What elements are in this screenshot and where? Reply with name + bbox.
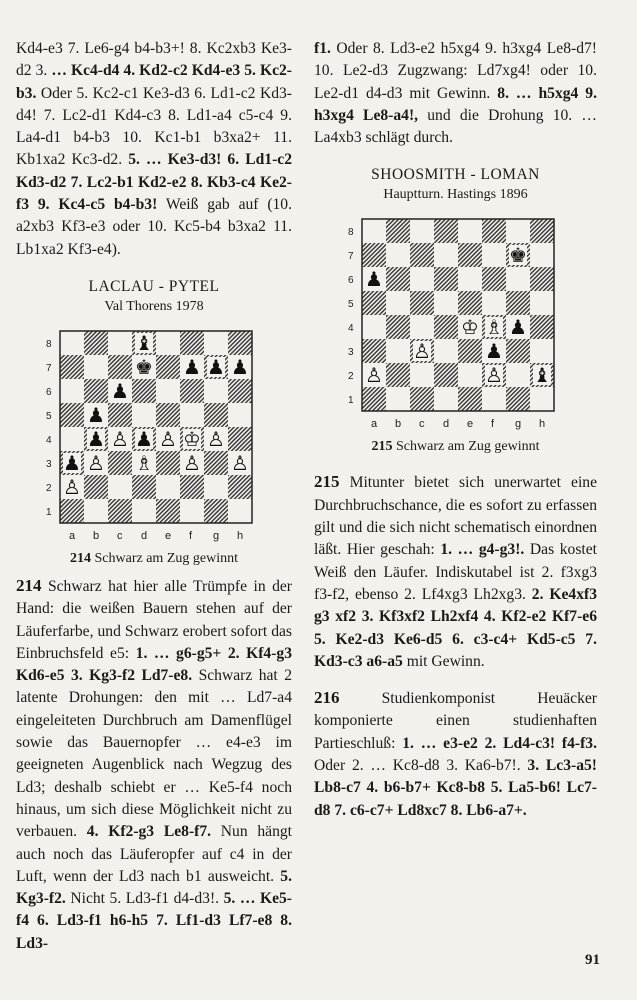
board-square: [60, 427, 84, 451]
black-pawn-piece: ♟: [135, 426, 153, 451]
board-square: [386, 267, 410, 291]
move-notation: 5. … Ke3-d3! 6. Ld1-c2 Kd3-d2 7. Lc2-b1 Kd2-e2 8. Kb3-c4 Ke2-f3 9. Kc4-c5 b4-b3!: [16, 151, 292, 214]
file-label: h: [237, 529, 244, 542]
board-square: [530, 219, 554, 243]
rank-label: 7: [46, 362, 52, 374]
board-square: [458, 387, 482, 411]
diagram-214-block: [16, 277, 292, 569]
white-pawn-piece: ♙: [412, 339, 431, 364]
board-square: [362, 291, 386, 315]
black-pawn-piece: ♟: [207, 354, 225, 379]
paragraph-text: [16, 575, 293, 952]
diagram-title: SHOOSMITH - LOMAN: [371, 166, 540, 184]
file-label: e: [165, 529, 172, 542]
move-notation: 1. … g4-g3!.: [440, 541, 525, 559]
diagram-caption: [16, 549, 292, 569]
page-number: 91: [585, 952, 600, 968]
paragraph-number: 216: [314, 688, 340, 708]
white-king-piece: ♔: [460, 315, 479, 340]
board-square: [410, 243, 434, 267]
caption-text: Schwarz am Zug gewinnt: [94, 550, 238, 566]
board-square: [482, 219, 506, 243]
file-label: b: [394, 418, 401, 431]
white-bishop-piece: ♗: [135, 450, 153, 475]
move-notation: 5. … Ke5-f4 6. Ld3-f1 h6-h5 7. Lf1-d3 Lf7-e8 8. Ld3-: [16, 890, 292, 952]
board-square: [410, 387, 434, 411]
board-square: [204, 379, 228, 403]
board-square: [156, 379, 180, 403]
black-pawn-piece: ♟: [231, 354, 249, 379]
white-pawn-piece: ♙: [63, 474, 81, 499]
board-square: [530, 267, 554, 291]
board-square: [156, 451, 180, 475]
diagram-215-block: [314, 165, 597, 457]
file-label: a: [370, 418, 377, 431]
move-notation: 8. … h5xg4 9. h3xg4 Le8-a4!,: [314, 84, 597, 124]
board-square: [228, 403, 252, 427]
board-square: [530, 243, 554, 267]
board-square: [410, 363, 434, 387]
board-square: [482, 291, 506, 315]
file-label: e: [466, 418, 473, 431]
board-square: [410, 267, 434, 291]
white-pawn-piece: ♙: [364, 363, 383, 388]
black-pawn-piece: ♟: [87, 402, 105, 427]
diagram-caption: [314, 437, 597, 457]
file-label: f: [490, 418, 494, 431]
text-run: Studienkomponist Heuäcker komponierte einen studienhaften Partieschluß:: [314, 690, 597, 752]
file-label: g: [514, 418, 521, 431]
move-notation: 4. Kf2-g3 Le8-f7.: [86, 823, 212, 841]
board-square: [506, 267, 530, 291]
board-square: [506, 339, 530, 363]
rank-label: 8: [46, 338, 52, 350]
board-square: [362, 315, 386, 339]
board-square: [228, 475, 252, 499]
paragraph-215: [314, 471, 597, 673]
board-square: [204, 451, 228, 475]
chess-board-215: [336, 213, 576, 433]
board-square: [60, 355, 84, 379]
move-notation: 2. Ke4xf3 g3 xf2 3. Kf3xf2 Lh2xf4 4. Kf2-e2 Kf7-e6 5. Ke2-d3 Ke6-d5 6. c3-c4+ Kd5-c5 7. Kd3-c3 a6-a5: [314, 585, 598, 670]
text-run: Schwarz hat hier alle Trümpfe in der Hand: die weißen Bauern stehen auf der Läuferfarbe, und Schwarz erobert sofort das Einbruchsfeld e5:: [16, 577, 292, 662]
text-run: Nicht 5. Ld3-f1 d4-d3!.: [65, 890, 224, 908]
right-column: [314, 38, 597, 822]
board-square: [156, 355, 180, 379]
chess-board-svg: [34, 325, 274, 545]
board-square: [180, 499, 204, 523]
text-run: mit Gewinn.: [402, 652, 485, 670]
board-square: [386, 219, 410, 243]
white-pawn-piece: ♙: [183, 450, 201, 475]
diagram-subtitle: Hauptturn. Hastings 1896: [383, 187, 528, 203]
board-square: [410, 219, 434, 243]
board-square: [228, 427, 252, 451]
board-square: [434, 219, 458, 243]
caption-text: Schwarz am Zug gewinnt: [396, 439, 540, 455]
file-label: c: [418, 418, 424, 431]
board-square: [458, 267, 482, 291]
board-square: [228, 379, 252, 403]
file-label: c: [117, 529, 123, 542]
board-square: [60, 499, 84, 523]
board-square: [362, 219, 386, 243]
rank-label: 6: [347, 275, 354, 287]
board-square: [386, 243, 410, 267]
board-square: [84, 379, 108, 403]
board-square: [362, 339, 386, 363]
board-square: [132, 475, 156, 499]
caption-number: 214: [70, 550, 92, 566]
move-notation: f1.: [314, 40, 331, 57]
text-run: Mitunter bietet sich unerwartet eine Durchbruchschance, die es sofort zu erfassen gilt und die sich nicht schematisch einordnen läßt. Hier geschah:: [314, 474, 597, 559]
board-square: [60, 403, 84, 427]
board-square: [204, 499, 228, 523]
chess-board-214: [34, 325, 274, 545]
board-square: [180, 403, 204, 427]
rank-label: 3: [46, 458, 52, 470]
board-square: [132, 403, 156, 427]
file-label: a: [69, 529, 76, 542]
file-label: h: [538, 418, 545, 431]
black-pawn-piece: ♟: [484, 339, 503, 364]
board-square: [156, 331, 180, 355]
move-notation: 5. Kg3-f2.: [16, 867, 292, 908]
text-run: Schwarz hat 2 latente Drohungen: den mit … Ld7-a4 eingeleiteten Durchbruch am Damenflügel sowie das Bauernopfer … e4-e3 im geeigneten Augenblick nach Wegzug des Ld3; deshalb schiebt er … Ke5-f4 noch hinaus, um sich diese Möglichkeit nicht zu verbauen.: [16, 667, 292, 841]
board-square: [434, 387, 458, 411]
board-square: [108, 403, 132, 427]
paragraph-216: [314, 687, 597, 822]
board-square: [204, 403, 228, 427]
board-square: [506, 219, 530, 243]
board-square: [458, 339, 482, 363]
white-pawn-piece: ♙: [207, 426, 225, 451]
move-notation: 1. … e3-e2 2. Ld4-c3! f4-f3.: [402, 734, 597, 752]
rank-label: 4: [347, 323, 354, 335]
board-square: [434, 243, 458, 267]
rank-label: 2: [46, 482, 52, 494]
board-square: [410, 291, 434, 315]
black-pawn-piece: ♟: [111, 378, 129, 403]
rank-label: 5: [347, 299, 354, 311]
text-run: und die Drohung 10. … La4xb3 schlägt durch.: [314, 106, 597, 147]
board-square: [530, 291, 554, 315]
text-run: Nun hängt auch noch das Läuferopfer auf c4 in der Luft, wenn der Ld3 nach b1 ausweicht.: [16, 823, 292, 885]
black-pawn-piece: ♟: [183, 354, 201, 379]
board-square: [482, 387, 506, 411]
board-square: [132, 379, 156, 403]
board-square: [386, 339, 410, 363]
board-square: [204, 475, 228, 499]
chess-board-svg: [336, 213, 576, 433]
board-square: [132, 499, 156, 523]
board-square: [362, 387, 386, 411]
board-square: [108, 331, 132, 355]
intro-paragraph: [16, 38, 292, 261]
paragraph-text: [314, 690, 597, 818]
black-pawn-piece: ♟: [508, 315, 527, 340]
continuation-paragraph: [314, 38, 597, 149]
paragraph-number: 215: [314, 472, 340, 492]
paragraph-text: [314, 474, 597, 669]
text-run: Weiß gab auf (10. a2xb3 Kf3-e3 oder 10. Kc5-b4 b3xa2 11. Lb1xa2 Kf3-e4).: [16, 196, 292, 258]
paragraph-214: [16, 575, 292, 955]
board-square: [434, 291, 458, 315]
board-square: [156, 403, 180, 427]
board-square: [386, 315, 410, 339]
left-column: [16, 38, 292, 955]
rank-label: 1: [46, 506, 52, 518]
move-notation: 3. Lc3-a5! Lb8-c7 4. b6-b7+ Kc8-b8 5. La5-b6! Lc7-d8 7. c6-c7+ Ld8xc7 8. Lb6-a7+.: [314, 757, 597, 819]
board-square: [108, 499, 132, 523]
black-pawn-piece: ♟: [87, 426, 105, 451]
file-label: b: [93, 529, 100, 542]
board-square: [410, 315, 434, 339]
board-square: [458, 291, 482, 315]
paragraph-number: 214: [16, 575, 42, 595]
board-square: [180, 379, 204, 403]
black-bishop-piece: ♝: [532, 363, 551, 388]
board-square: [482, 267, 506, 291]
text-run: Oder 5. Kc2-c1 Ke3-d3 6. Ld1-c2 Kd3-d4! 7. Lc2-d1 Kd4-c3 8. Ld1-a4 c5-c4 9. La4-d1 b4-b3 10. Kc1-b1 b3xa2+ 11. Kb1xa2 Kc3-d2.: [16, 84, 292, 169]
white-king-piece: ♔: [183, 426, 201, 451]
caption-number: 215: [371, 439, 393, 455]
rank-label: 1: [347, 395, 354, 407]
board-square: [156, 499, 180, 523]
rank-label: 2: [347, 371, 354, 383]
text-run: Kd4-e3 7. Le6-g4 b4-b3+! 8. Kc2xb3 Ke3-d2 3.: [16, 40, 292, 80]
white-pawn-piece: ♙: [87, 450, 105, 475]
move-notation: 1. … g6-g5+ 2. Kf4-g3 Kd6-e5 3. Kg3-f2 Ld7-e8.: [16, 644, 293, 685]
board-square: [108, 355, 132, 379]
rank-label: 8: [347, 227, 354, 239]
board-square: [434, 315, 458, 339]
text-run: Das kostet Weiß den Läufer. Indiskutabel ist 2. f3xg3 f3-f2, ebenso 2. Lf4xg3 Lh2xg3.: [314, 541, 598, 603]
board-square: [458, 243, 482, 267]
board-square: [60, 379, 84, 403]
board-square: [458, 219, 482, 243]
file-label: f: [189, 529, 193, 542]
board-square: [84, 499, 108, 523]
file-label: d: [141, 529, 148, 542]
board-square: [180, 475, 204, 499]
diagram-subtitle: Val Thorens 1978: [104, 298, 204, 314]
board-square: [84, 355, 108, 379]
board-square: [506, 363, 530, 387]
rank-label: 7: [347, 251, 354, 263]
board-square: [506, 291, 530, 315]
board-square: [228, 499, 252, 523]
board-square: [434, 267, 458, 291]
white-bishop-piece: ♗: [484, 315, 503, 340]
diagram-title: LACLAU - PYTEL: [88, 277, 220, 295]
board-square: [530, 387, 554, 411]
board-square: [84, 475, 108, 499]
rank-label: 5: [46, 410, 52, 422]
board-square: [386, 363, 410, 387]
rank-label: 3: [347, 347, 354, 359]
white-pawn-piece: ♙: [111, 426, 129, 451]
black-bishop-piece: ♝: [135, 330, 153, 355]
text-run: Oder 8. Ld3-e2 h5xg4 9. h3xg4 Le8-d7! 10. Le2-d3 Zugzwang: Ld7xg4! oder 10. Le2-d1 d4-d3 mit Gewinn.: [314, 40, 597, 102]
board-square: [386, 291, 410, 315]
board-square: [434, 363, 458, 387]
board-square: [362, 243, 386, 267]
board-square: [458, 363, 482, 387]
board-square: [204, 331, 228, 355]
board-square: [482, 243, 506, 267]
board-square: [386, 387, 410, 411]
black-pawn-piece: ♟: [63, 450, 81, 475]
board-square: [506, 387, 530, 411]
board-square: [108, 451, 132, 475]
board-square: [180, 331, 204, 355]
board-square: [530, 339, 554, 363]
board-square: [530, 315, 554, 339]
white-pawn-piece: ♙: [231, 450, 249, 475]
board-square: [156, 475, 180, 499]
board-square: [108, 475, 132, 499]
board-square: [84, 331, 108, 355]
white-pawn-piece: ♙: [159, 426, 177, 451]
text-run: Oder 2. … Kc8-d8 3. Ka6-b7!.: [314, 757, 528, 775]
black-king-piece: ♚: [508, 243, 527, 268]
board-square: [434, 339, 458, 363]
rank-label: 4: [46, 434, 52, 446]
black-pawn-piece: ♟: [364, 267, 383, 292]
board-square: [228, 331, 252, 355]
file-label: g: [213, 529, 220, 542]
rank-label: 6: [46, 386, 52, 398]
black-king-piece: ♚: [135, 354, 153, 379]
move-notation: … Kc4-d4 4. Kd2-c2 Kd4-e3 5. Kc2-b3.: [16, 62, 292, 102]
file-label: d: [442, 418, 449, 431]
board-square: [60, 331, 84, 355]
white-pawn-piece: ♙: [484, 363, 503, 388]
